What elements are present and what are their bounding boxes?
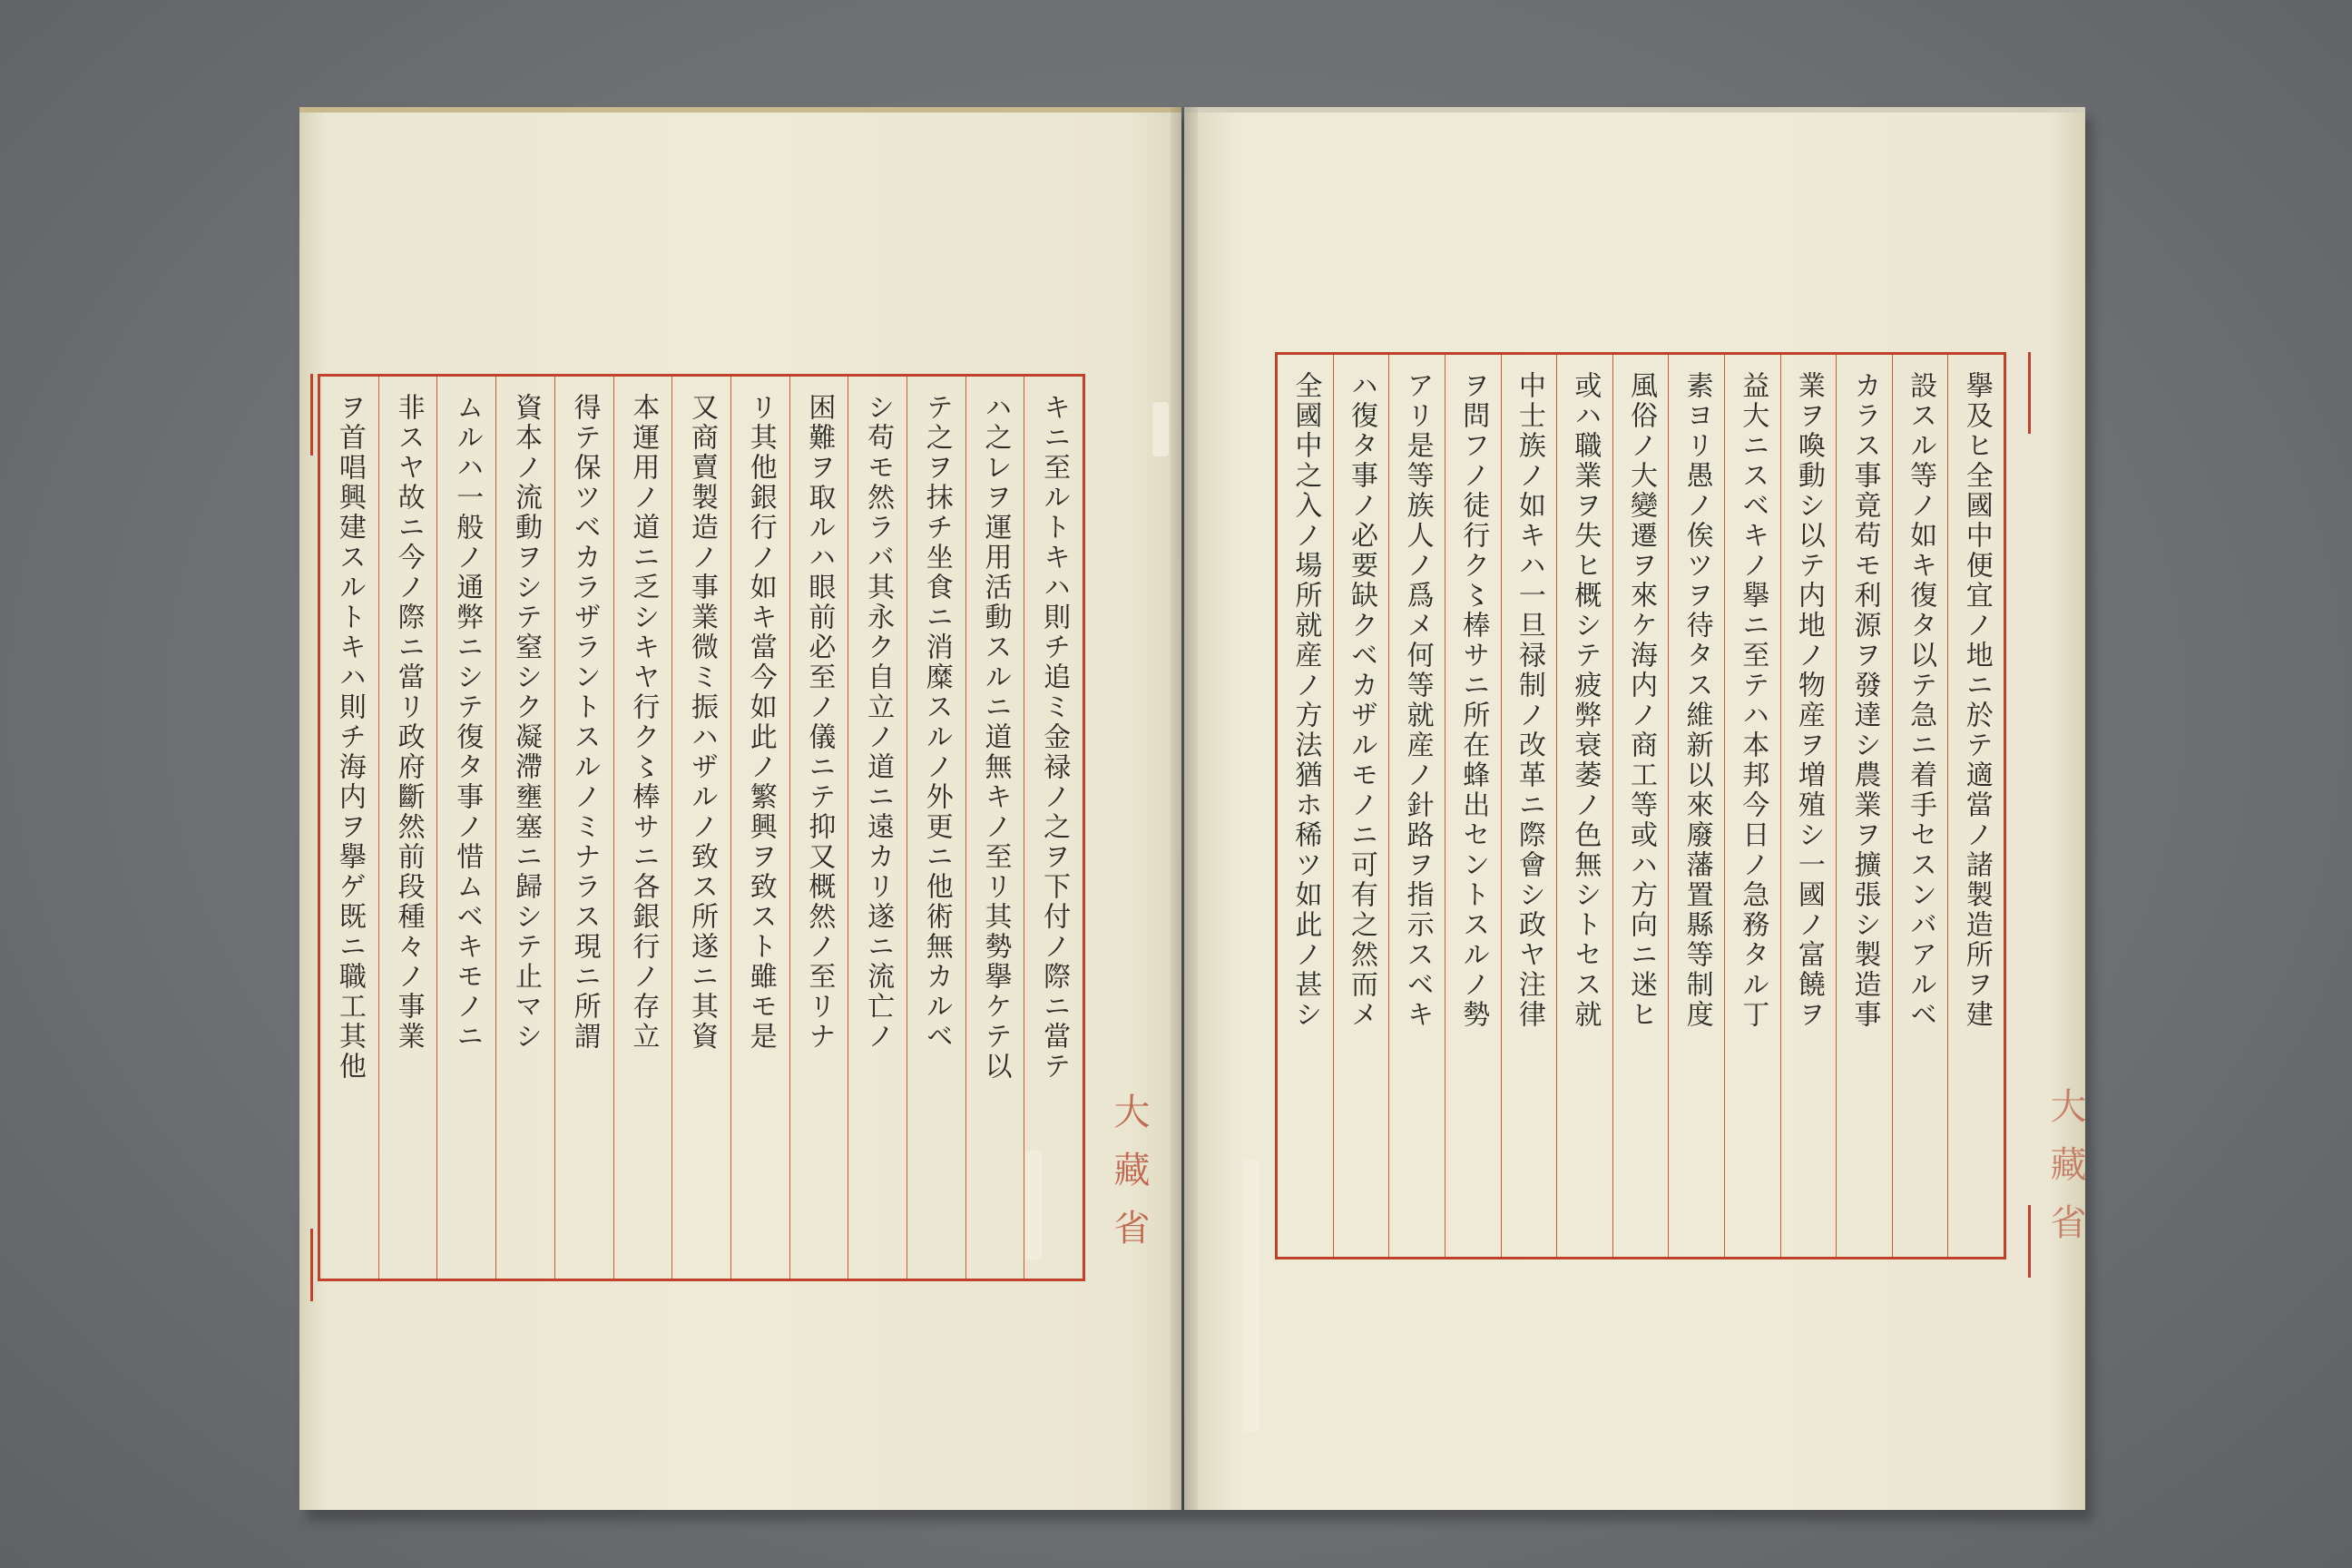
- left-column-12-text: 非スヤ故ニ今ノ際ニ當リ政府斷然前段種々ノ事業: [392, 393, 425, 1052]
- left-column-4: [848, 377, 906, 1279]
- left-column-1-text: キニ至ルトキハ則チ追ミ金禄ノ之ヲ下付ノ際ニ當テ: [1038, 393, 1071, 1082]
- right-column-2-text: 設スル等ノ如キ復タ以テ急ニ着手セスンバアルベ: [1905, 371, 1937, 1030]
- right-margin-rule-top: [2028, 352, 2031, 434]
- left-column-8-text: 本運用ノ道ニ乏シキヤ行ク〻棒サニ各銀行ノ存立: [627, 393, 660, 1052]
- left-column-9-text: 得テ保ツベカラザラントスルノミナラス現ニ所謂: [568, 393, 601, 1052]
- right-column-13: [1278, 355, 1333, 1257]
- right-column-8: [1556, 355, 1612, 1257]
- right-page-ruled-frame: [1275, 352, 2006, 1259]
- left-column-13-text: ヲ首唱興建スルトキハ則チ海内ヲ擧ゲ既ニ職工其他: [333, 393, 366, 1082]
- left-page-ruled-frame: [318, 374, 1085, 1281]
- right-column-12: [1333, 355, 1389, 1257]
- left-column-3-text: テ之ヲ抹チ坐食ニ消糜スルノ外更ニ他術無カルベ: [920, 393, 953, 1052]
- paper-tear-gutter: [1243, 1160, 1259, 1432]
- right-column-13-text: 全國中之入ノ場所就産ノ方法猶ホ稀ツ如此ノ甚シ: [1289, 371, 1322, 1030]
- right-column-8-text: 或ハ職業ヲ失ヒ概シテ疲弊衰萎ノ色無シトセス就: [1569, 371, 1602, 1030]
- left-page: [299, 107, 1181, 1510]
- left-column-5: [789, 377, 848, 1279]
- left-column-2: [965, 377, 1024, 1279]
- right-column-3: [1836, 355, 1892, 1257]
- left-column-11-text: ムルハ一般ノ通弊ニシテ復タ事ノ惜ムベキモノニ: [451, 393, 484, 1052]
- right-margin-rule-bottom: [2028, 1205, 2031, 1278]
- right-column-4: [1780, 355, 1837, 1257]
- left-column-13: [320, 377, 378, 1279]
- right-column-11-text: アリ是等族人ノ爲メ何等就産ノ針路ヲ指示スベキ: [1401, 371, 1434, 1030]
- left-column-5-text: 困難ヲ取ルハ眼前必至ノ儀ニテ抑又概然ノ至リナ: [803, 393, 836, 1052]
- left-edge-stamp-text: 大藏省: [1108, 1093, 1150, 1267]
- left-column-10: [495, 377, 554, 1279]
- left-column-2-text: ハ之レヲ運用活動スルニ道無キノ至リ其勢擧ケテ以: [979, 393, 1012, 1082]
- left-column-10-text: 資本ノ流動ヲシテ窒シク凝滯壅塞ニ歸シテ止マシ: [509, 393, 542, 1052]
- right-column-9: [1501, 355, 1557, 1257]
- right-column-5: [1724, 355, 1780, 1257]
- right-column-2: [1892, 355, 1948, 1257]
- right-column-9-text: 中士族ノ如キハ一旦禄制ノ改革ニ際會シ政ヤ注律: [1513, 371, 1545, 1030]
- left-column-1: [1024, 377, 1083, 1279]
- right-column-4-text: 業ヲ喚動シ以テ内地ノ物産ヲ増殖シ一國ノ富饒ヲ: [1792, 371, 1825, 1030]
- left-column-11: [436, 377, 495, 1279]
- right-column-10: [1445, 355, 1501, 1257]
- right-column-6: [1668, 355, 1724, 1257]
- book-spine: [1171, 107, 1198, 1510]
- paper-tear-left: [1025, 1151, 1042, 1259]
- left-column-6-text: リ其他銀行ノ如キ當今如此ノ繁興ヲ致スト雖モ是: [744, 393, 777, 1052]
- left-column-6: [730, 377, 789, 1279]
- left-column-9: [554, 377, 613, 1279]
- right-column-6-text: 素ヨリ愚ノ俟ツヲ待タス維新以來廢藩置縣等制度: [1681, 371, 1713, 1030]
- left-column-12: [378, 377, 437, 1279]
- right-column-10-text: ヲ問フノ徒行ク〻棒サニ所在蜂出セントスルノ勢: [1457, 371, 1490, 1030]
- right-column-1: [1947, 355, 2004, 1257]
- right-column-11: [1388, 355, 1445, 1257]
- open-book: [299, 107, 2085, 1510]
- left-column-3: [906, 377, 965, 1279]
- binding-thread-top: [1152, 402, 1169, 456]
- left-margin-rule-bottom: [310, 1229, 313, 1301]
- right-column-7-text: 風俗ノ大變遷ヲ來ケ海内ノ商工等或ハ方向ニ迷ヒ: [1625, 371, 1658, 1030]
- right-column-7: [1612, 355, 1669, 1257]
- left-margin-rule-top: [310, 374, 313, 456]
- right-column-12-text: ハ復タ事ノ必要缺クベカザルモノニ可有之然而メ: [1345, 371, 1377, 1030]
- right-column-5-text: 益大ニスベキノ擧ニ至テハ本邦今日ノ急務タル丁: [1737, 371, 1769, 1030]
- right-column-1-text: 擧及ヒ全國中便宜ノ地ニ於テ適當ノ諸製造所ヲ建: [1960, 371, 1993, 1030]
- left-column-7: [671, 377, 730, 1279]
- left-column-4-text: シ苟モ然ラバ其永ク自立ノ道ニ遠カリ遂ニ流亡ノ: [862, 393, 895, 1052]
- left-column-7-text: 又商賣製造ノ事業微ミ振ハザルノ致ス所遂ニ其資: [686, 393, 719, 1052]
- right-column-3-text: カラス事竟苟モ利源ヲ發達シ農業ヲ擴張シ製造事: [1848, 371, 1881, 1030]
- right-edge-stamp-text: 大藏省: [2044, 1087, 2086, 1261]
- left-column-8: [613, 377, 672, 1279]
